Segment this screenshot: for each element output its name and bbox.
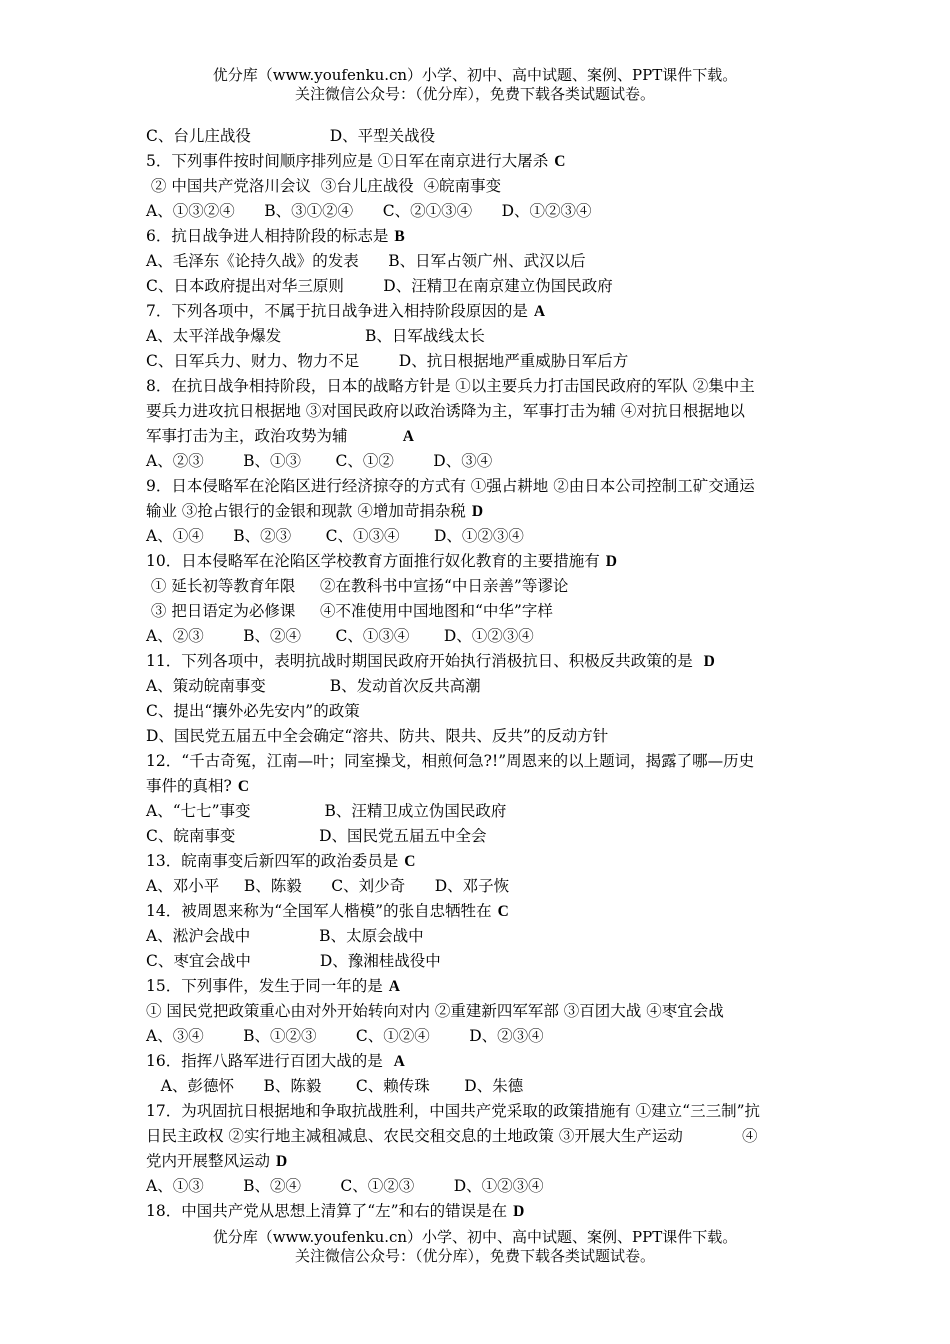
line-text: 党内开展整风运动 — [146, 1152, 271, 1170]
text-line — [146, 249, 810, 274]
line-text: 9．日本侵略军在沦陷区进行经济掠夺的方式有 ①强占耕地 ②由日本公司控制工矿交通运 — [146, 477, 755, 495]
line-text: ③ 把日语定为必修课 ④不准使用中国地图和“中华”字样 — [146, 602, 553, 620]
header-line-1: 优分库（www.youfenku.cn）小学、初中、高中试题、案例、PPT课件下载。 — [212, 66, 738, 84]
text-line — [146, 124, 810, 149]
line-text: C、日本政府提出对华三原则 D、汪精卫在南京建立伪国民政府 — [146, 277, 613, 295]
line-text: 要兵力进攻抗日根据地 ③对国民政府以政治诱降为主，军事打击为辅 ④对抗日根据地以 — [146, 402, 745, 420]
text-line — [146, 1174, 810, 1199]
text-line — [146, 649, 810, 674]
line-text: A、太平洋战争爆发 B、日军战线太长 — [146, 327, 485, 345]
text-line — [146, 1149, 810, 1174]
line-text: 6．抗日战争进人相持阶段的标志是 — [146, 227, 389, 245]
text-line — [146, 174, 810, 199]
text-line — [146, 874, 810, 899]
line-text: A、②③ B、②④ C、①③④ D、①②③④ — [146, 627, 534, 645]
text-line — [146, 549, 810, 574]
answer-key: A — [388, 978, 400, 995]
line-text: C、台儿庄战役 D、平型关战役 — [146, 127, 436, 145]
footer-line-2: 关注微信公众号：（优分库），免费下载各类试题试卷。 — [294, 1247, 655, 1265]
text-line — [146, 374, 810, 399]
line-text: 14．被周恩来称为“全国军人楷模”的张自忠牺牲在 — [146, 902, 492, 920]
answer-key: C — [404, 853, 416, 870]
text-line — [146, 574, 810, 599]
line-text: 8．在抗日战争相持阶段，日本的战略方针是 ①以主要兵力打击国民政府的军队 ②集中主 — [146, 377, 755, 395]
answer-key: A — [533, 303, 546, 320]
line-text: 7．下列各项中，不属于抗日战争进入相持阶段原因的是 — [146, 302, 528, 320]
page-footer — [0, 1228, 950, 1266]
text-line — [146, 349, 810, 374]
text-line — [146, 149, 810, 174]
text-line — [146, 1024, 810, 1049]
line-text: 输业 ③抢占银行的金银和现款 ④增加苛捐杂税 — [146, 502, 466, 520]
answer-key: D — [471, 503, 484, 520]
text-line — [146, 399, 810, 424]
text-line — [146, 924, 810, 949]
line-text: A、②③ B、①③ C、①② D、③④ — [146, 452, 493, 470]
text-line — [146, 724, 810, 749]
text-line — [146, 1049, 810, 1074]
text-line — [146, 999, 810, 1024]
line-text: C、枣宜会战中 D、豫湘桂战役中 — [146, 952, 441, 970]
text-line — [146, 824, 810, 849]
answer-key: B — [394, 228, 405, 245]
text-line — [146, 1199, 810, 1224]
text-line — [146, 324, 810, 349]
text-line — [146, 624, 810, 649]
line-text: A、③④ B、①②③ C、①②④ D、②③④ — [146, 1027, 544, 1045]
text-line — [146, 949, 810, 974]
line-text: 12．“千古奇冤，江南—叶；同室操戈，相煎何急?!”周恩来的以上题词，揭露了哪—历史 — [146, 752, 755, 770]
text-line — [146, 524, 810, 549]
line-text: 15．下列事件，发生于同一年的是 — [146, 977, 383, 995]
header-line-2: 关注微信公众号：（优分库），免费下载各类试题试卷。 — [294, 85, 655, 103]
text-line — [146, 1124, 810, 1149]
line-text: A、淞沪会战中 B、太原会战中 — [146, 927, 424, 945]
text-line — [146, 1074, 810, 1099]
line-text: 日民主政权 ②实行地主减租减息、农民交租交息的土地政策 ③开展大生产运动 ④ — [146, 1127, 758, 1145]
line-text: 5．下列事件按时间顺序排列应是 ①日军在南京进行大屠杀 — [146, 152, 549, 170]
answer-key: D — [276, 1153, 288, 1170]
answer-key: C — [237, 778, 250, 795]
line-text: ① 延长初等教育年限 ②在教科书中宣扬“中日亲善”等谬论 — [146, 577, 569, 595]
text-line — [146, 1099, 810, 1124]
answer-key: A — [393, 1053, 405, 1070]
line-text: 13．皖南事变后新四军的政治委员是 — [146, 852, 399, 870]
line-text: 11．下列各项中，表明抗战时期国民政府开始执行消极抗日、积极反共政策的是 — [146, 652, 698, 670]
line-text: C、皖南事变 D、国民党五届五中全会 — [146, 827, 487, 845]
text-line — [146, 749, 810, 774]
text-line — [146, 424, 810, 449]
page-header — [0, 66, 950, 104]
line-text: 18．中国共产党从思想上清算了“左”和右的错误是在 — [146, 1202, 508, 1220]
line-text: 16．指挥八路军进行百团大战的是 — [146, 1052, 388, 1070]
line-text: 10．日本侵略军在沦陷区学校教育方面推行奴化教育的主要措施有 — [146, 552, 600, 570]
text-line — [146, 699, 810, 724]
line-text: 17．为巩固抗日根据地和争取抗战胜利，中国共产党采取的政策措施有 ①建立“三三制”抗 — [146, 1102, 761, 1120]
text-line — [146, 199, 810, 224]
line-text: A、①③ B、②④ C、①②③ D、①②③④ — [146, 1177, 544, 1195]
text-line — [146, 449, 810, 474]
line-text: 军事打击为主，政治攻势为辅 — [146, 427, 397, 445]
text-line — [146, 499, 810, 524]
line-text: A、邓小平 B、陈毅 C、刘少奇 D、邓子恢 — [146, 877, 510, 895]
text-line — [146, 674, 810, 699]
text-line — [146, 774, 810, 799]
line-text: A、策动皖南事变 B、发动首次反共高潮 — [146, 677, 481, 695]
line-text: 事件的真相? — [146, 777, 232, 795]
footer-line-1: 优分库（www.youfenku.cn）小学、初中、高中试题、案例、PPT课件下载。 — [212, 1228, 738, 1246]
line-text: ② 中国共产党洛川会议 ③台儿庄战役 ④皖南事变 — [146, 177, 502, 195]
line-text: A、毛泽东《论持久战》的发表 B、日军占领广州、武汉以后 — [146, 252, 586, 270]
line-text: D、国民党五届五中全会确定“溶共、防共、限共、反共”的反动方针 — [146, 727, 609, 745]
text-line — [146, 224, 810, 249]
answer-key: D — [605, 553, 617, 570]
line-text: A、“七七”事变 B、汪精卫成立伪国民政府 — [146, 802, 507, 820]
text-line — [146, 299, 810, 324]
answer-key: C — [554, 153, 566, 170]
text-line — [146, 799, 810, 824]
line-text: A、①④ B、②③ C、①③④ D、①②③④ — [146, 527, 524, 545]
line-text: C、日军兵力、财力、物力不足 D、抗日根据地严重威胁日军后方 — [146, 352, 629, 370]
line-text: A、彭德怀 B、陈毅 C、赖传珠 D、朱德 — [146, 1077, 524, 1095]
exam-questions — [146, 124, 810, 1224]
text-line — [146, 974, 810, 999]
text-line — [146, 899, 810, 924]
line-text: ① 国民党把政策重心由对外开始转向对内 ②重建新四军军部 ③百团大战 ④枣宜会战 — [146, 1002, 724, 1020]
answer-key: D — [513, 1203, 525, 1220]
answer-key: A — [402, 428, 414, 445]
text-line — [146, 849, 810, 874]
answer-key: C — [497, 903, 509, 920]
text-line — [146, 599, 810, 624]
answer-key: D — [703, 653, 715, 670]
line-text: A、①③②④ B、③①②④ C、②①③④ D、①②③④ — [146, 202, 592, 220]
text-line — [146, 474, 810, 499]
text-line — [146, 274, 810, 299]
line-text: C、提出“攘外必先安内”的政策 — [146, 702, 360, 720]
